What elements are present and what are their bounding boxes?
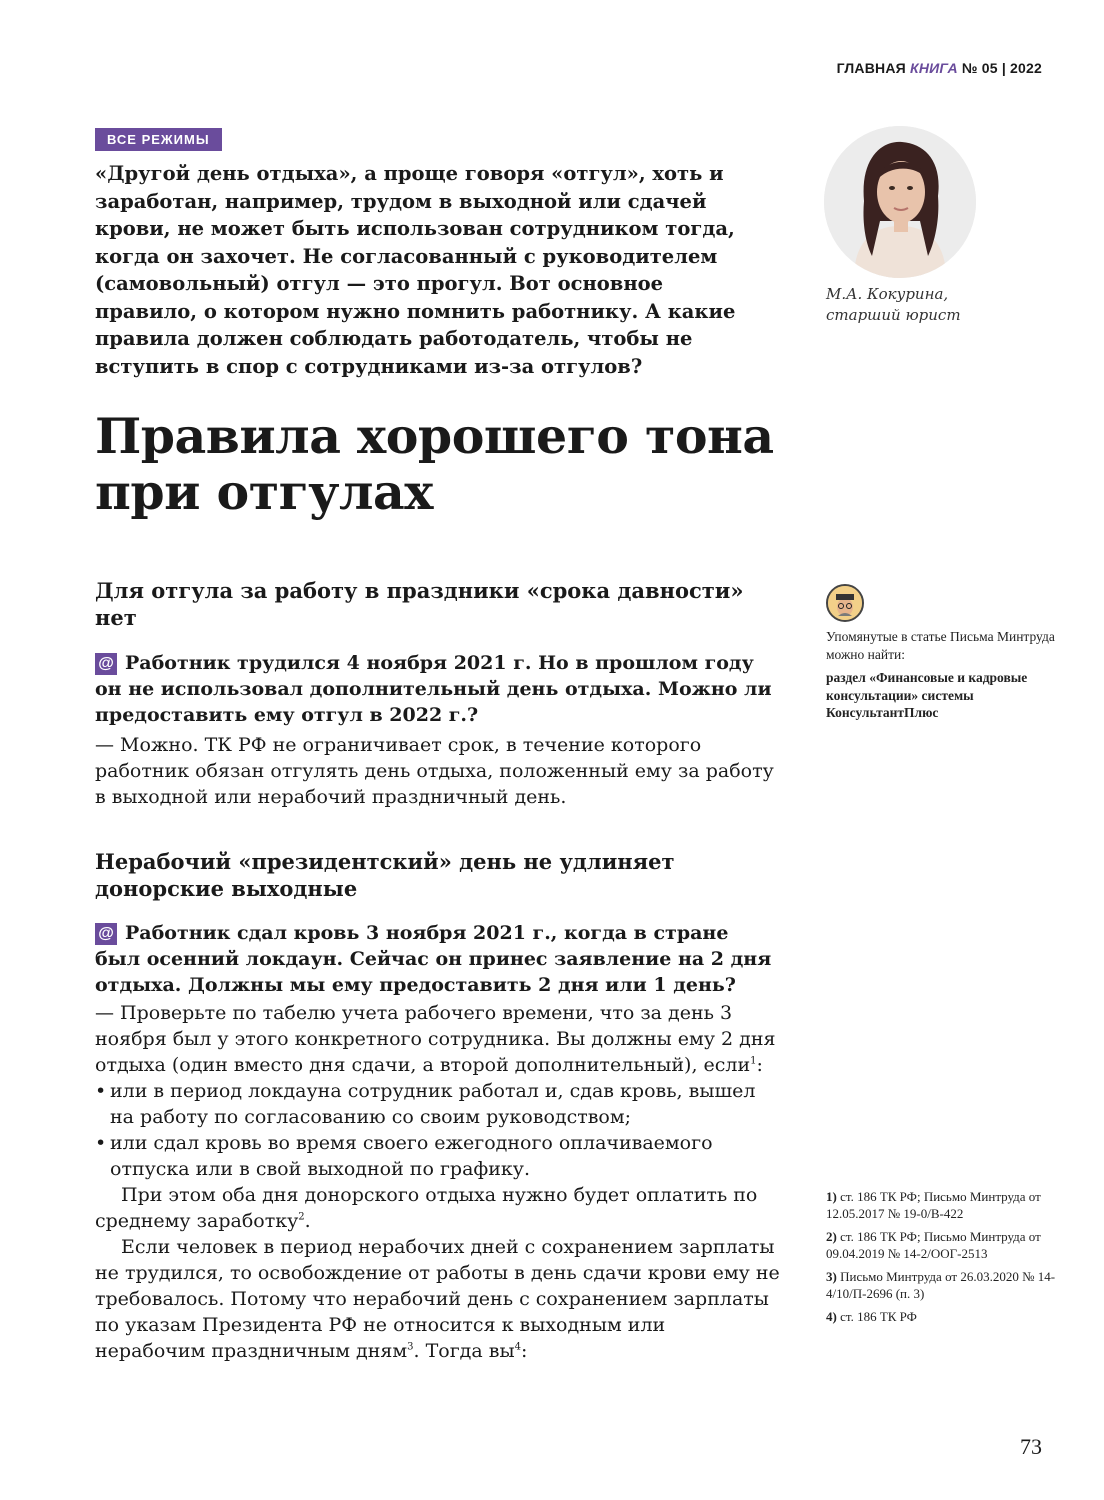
section-1-title: Для отгула за работу в праздники «срока давности» нет xyxy=(95,578,744,630)
sidebar-note-text: Упомянутые в статье Письма Минтруда можно найти: xyxy=(826,629,1055,662)
page-number: 73 xyxy=(1020,1434,1042,1459)
section-2-question-text: Работник сдал кровь 3 ноября 2021 г., когда в стране был осенний локдаун. Сейчас он принес заявление на 2 дня отдыха. Должны мы ему предоставить 2 дня или 1 день? xyxy=(95,922,772,996)
category-tag: ВСЕ РЕЖИМЫ xyxy=(95,128,222,151)
paragraph: Если человек в период нерабочих дней с сохранением зарплаты не трудился, то освобождение от работы в день сдачи крови ему не требовалось. Потому что нерабочий день с сохранением зарплаты по указам Президента РФ не относится к выходным или нерабочим праздничным дням$^3$. Тогда $вы^4$: xyxy=(95,1236,780,1362)
author-name: М.А. Кокурина, xyxy=(826,285,949,303)
lead-paragraph: «Другой день отдыха», а проще говоря «отгул», хоть и заработан, например, трудом в выходной или сдачей крови, не может быть использован сотрудником тогда, когда он захочет. Не согласованный с руководителем (самовольный) отгул — это прогул. Вот основное правило, о котором нужно помнить работнику. А какие правила должен соблюдать работодатель, чтобы не вступить в спор с сотрудниками из-за отгулов? xyxy=(95,162,736,378)
footnote: 1) ст. 186 ТК РФ; Письмо Минтруда от 12.05.2017 № 19-0/В-422 xyxy=(826,1189,1041,1221)
section-2-answer xyxy=(95,1000,780,1364)
section-2-question xyxy=(95,920,780,998)
author-caption xyxy=(826,284,961,326)
section-1-question-text: Работник трудился 4 ноября 2021 г. Но в прошлом году он не использовал дополнительный день отдыха. Можно ли предоставить ему отгул в 2022 г.? xyxy=(95,652,772,726)
author-position: старший юрист xyxy=(826,306,961,324)
header-title-accent: КНИГА xyxy=(910,60,958,76)
paragraph: При этом оба дня донорского отдыха нужно будет оплатить по среднему заработку$^2$. xyxy=(95,1184,758,1232)
section-2-title: Нерабочий «президентский» день не удлиняет донорские выходные xyxy=(95,849,675,901)
list-item: • или сдал кровь во время своего ежегодного оплачиваемого отпуска или в свой выходной по графику. xyxy=(95,1130,780,1182)
answer-intro: — Проверьте по табелю учета рабочего времени, что за день 3 ноября был у этого конкретного сотрудника. Вы должны ему 2 дня отдыха (один вместо дня сдачи, а второй дополнительный), если$^1$: xyxy=(95,1002,776,1076)
footnote: 4) ст. 186 ТК РФ xyxy=(826,1309,917,1324)
at-icon: @ xyxy=(95,653,117,675)
at-icon: @ xyxy=(95,923,117,945)
consultant-icon xyxy=(826,584,864,622)
footnote: 2) ст. 186 ТК РФ; Письмо Минтруда от 09.04.2019 № 14-2/ООГ-2513 xyxy=(826,1229,1041,1261)
magazine-header xyxy=(837,60,1042,76)
header-issue: № 05 | 2022 xyxy=(961,60,1042,76)
sidebar-note-source: раздел «Финансовые и кадровые консультации» системы КонсультантПлюс xyxy=(826,670,1028,720)
list-item: • или в период локдауна сотрудник работал и, сдав кровь, вышел на работу по согласованию со своим руководством; xyxy=(95,1078,780,1130)
author-photo xyxy=(824,126,976,278)
section-1-answer: — Можно. ТК РФ не ограничивает срок, в течение которого работник обязан отгулять день отдыха, положенный ему за работу в выходной или нерабочий праздничный день. xyxy=(95,734,774,808)
header-title: ГЛАВНАЯ xyxy=(836,60,906,76)
article-title: Правила хорошего тона при отгулах xyxy=(95,407,774,521)
sidebar-note xyxy=(826,628,1056,722)
section-1-question xyxy=(95,650,780,728)
footnote: 3) Письмо Минтруда от 26.03.2020 № 14-4/10/П-2696 (п. 3) xyxy=(826,1269,1056,1301)
footnotes xyxy=(826,1188,1066,1331)
